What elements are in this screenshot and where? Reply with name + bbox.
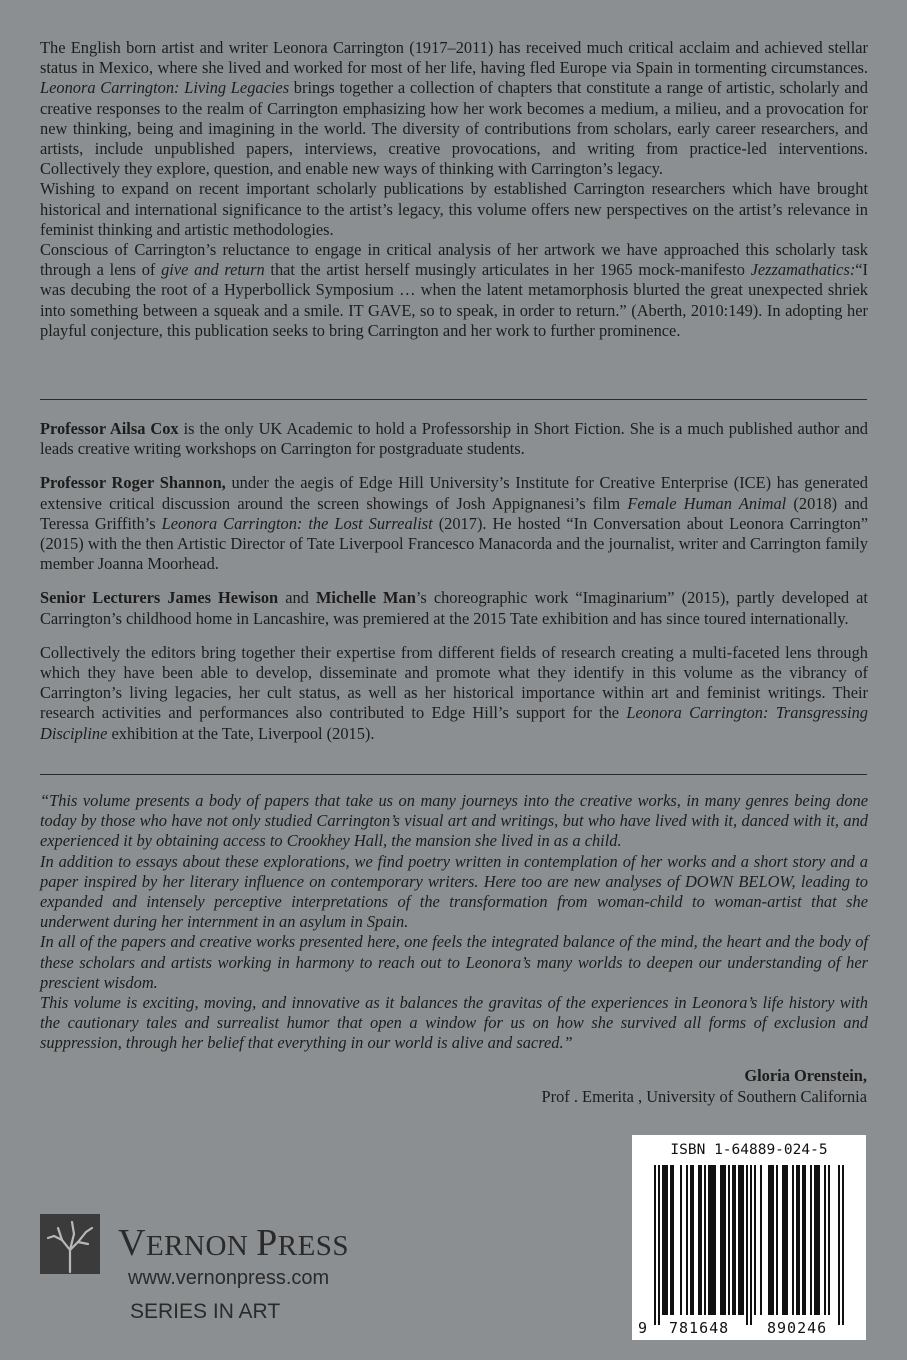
barcode-bar <box>658 1165 660 1325</box>
barcode-bar <box>732 1165 734 1315</box>
barcode-bar <box>672 1165 674 1315</box>
barcode-bar <box>776 1165 778 1315</box>
bio-hewison-man: Senior Lecturers James Hewison and Michelle Man’s choreographic work “Imaginarium” (2015), partly developed at Carrington’s childhood home in Lancashire, was premiered at the 2015 Tate exhibition and has since toured internationally. <box>40 588 868 628</box>
barcode-bar <box>768 1165 770 1315</box>
barcode-bar <box>680 1165 682 1315</box>
tree-branch-icon <box>40 1214 100 1274</box>
quote-paragraph-3: In all of the papers and creative works presented here, one feels the integrated balance of the mind, the heart and the body of these scholars and artists working in harmony to reach out to Leonora’s many worlds to deepen our understanding of her prescient wisdom. <box>40 932 868 992</box>
barcode-bar <box>714 1165 716 1315</box>
barcode-bar <box>810 1165 812 1315</box>
barcode-bar <box>724 1165 726 1315</box>
barcode-bar <box>818 1165 820 1315</box>
editors-collective: Collectively the editors bring together their expertise from different fields of research creating a multi-faceted lens through which they have been able to develop, disseminate and promote what they identify in this volume as the vibrancy of Carrington’s living legacies, her cult status, as well as her historical importance within art and feminist writings. Their research activities and performances also contributed to Edge Hill’s support for the Leonora Carrington: Transgressing Discipline exhibition at the Tate, Liverpool (2015). <box>40 642 868 743</box>
quote-paragraph-2: In addition to essays about these explorations, we find poetry written in contemplation of her works and a short story and a paper inspired by her literary influence on contemporary writers. Here too are new analyses of DOWN BELOW, leading to expanded and intensely perceptive interpretations of the transformation from woman-child to woman-artist that she underwent during her internment in an asylum in Spain. <box>40 851 868 932</box>
bio-cox: Professor Ailsa Cox is the only UK Academic to hold a Professorship in Short Fiction. She is a much published author and leads creative writing workshops on Carrington for postgraduate students. <box>40 419 868 459</box>
quote-affiliation: Prof . Emerita , University of Southern California <box>541 1087 867 1106</box>
barcode-bar <box>770 1165 772 1315</box>
book-title: Leonora Carrington: Living Legacies <box>40 78 290 98</box>
isbn-barcode: ISBN 1-64889-024-5 9 781648 890246 <box>632 1135 866 1340</box>
quote-author: Gloria Orenstein, <box>744 1066 867 1085</box>
barcode-bar <box>738 1165 740 1315</box>
barcode-bar <box>664 1165 666 1315</box>
barcode-bar <box>828 1165 830 1315</box>
barcode-bar <box>666 1165 668 1315</box>
barcode-bar <box>712 1165 714 1315</box>
barcode-bar <box>746 1165 748 1325</box>
barcode-bar <box>686 1165 688 1315</box>
barcode-bar <box>796 1165 798 1315</box>
barcode-bar <box>824 1165 826 1315</box>
barcode-bar <box>654 1165 656 1325</box>
barcode-bar <box>670 1165 672 1315</box>
barcode-bar <box>720 1165 722 1315</box>
barcode-bar <box>734 1165 736 1315</box>
intro-section <box>40 38 868 341</box>
barcode-bar <box>784 1165 786 1315</box>
intro-paragraph-3: Conscious of Carrington’s reluctance to engage in critical analysis of her artwork we have approached this scholarly task through a lens of give and return that the artist herself musingly articulates in her 1965 mock-manifesto Jezzamathatics:“I was decubing the root of a Hyperbollick Symposium … when the latent metamorphosis blurted the great unexpected shriek into something between a squeak and a smile. IT GAVE, so to speak, in order to return.” (Aberth, 2010:149). In adopting her playful conjecture, this publication seeks to bring Carrington and her work to further prominence. <box>40 240 869 340</box>
intro-paragraph-1: The English born artist and writer Leonora Carrington (1917–2011) has received much critical acclaim and achieved stellar status in Mexico, where she lived and worked for most of her life, having fled Europe via Spain in tormenting circumstances. Leonora Carrington: Living Legacies brings together a collection of chapters that constitute a range of artistic, scholarly and creative responses to the realm of Carrington emphasizing how her work becomes a medium, a milieu, and a provocation for new thinking, being and imagining in the world. The diversity of contributions from scholars, early career researchers, and artists, include unpublished papers, interviews, creative provocations, and writing from practice-led interventions. Collectively they explore, question, and enable new ways of thinking with Carrington’s legacy. <box>40 38 868 179</box>
barcode-bar <box>698 1165 700 1315</box>
barcode-bar <box>710 1165 712 1315</box>
barcode-bar <box>750 1165 752 1325</box>
quote-paragraph-4: This volume is exciting, moving, and innovative as it balances the gravitas of the experiences in Leonora’s life history with the cautionary tales and surrealist humor that open a window for us on how she survived all forms of exclusion and suppression, through her belief that everything in our world is alive and sacred.” <box>40 993 868 1053</box>
editors-bios <box>40 419 868 758</box>
barcode-bar <box>740 1165 742 1315</box>
barcode-bar <box>782 1165 784 1315</box>
barcode-bar <box>786 1165 788 1315</box>
barcode-bar <box>692 1165 694 1315</box>
barcode-bar <box>704 1165 706 1315</box>
barcode-bar <box>690 1165 692 1315</box>
barcode-bar <box>760 1165 762 1315</box>
publisher-url[interactable]: www.vernonpress.com <box>128 1267 330 1289</box>
barcode-bar <box>728 1165 730 1315</box>
series-label: SERIES IN ART <box>130 1300 281 1323</box>
barcode-bar <box>742 1165 744 1315</box>
endorsement-quote <box>40 791 868 1054</box>
barcode-bar <box>816 1165 818 1315</box>
publisher-name: VERNON PRESS <box>118 1222 350 1264</box>
barcode-bar <box>802 1165 804 1315</box>
barcode-bar <box>798 1165 800 1315</box>
barcode-bar <box>754 1165 756 1315</box>
intro-paragraph-2: Wishing to expand on recent important scholarly publications by established Carrington researchers which have brought historical and international significance to the artist’s legacy, this volume offers new perspectives on the artist’s relevance in feminist thinking and artistic methodologies. <box>40 179 868 239</box>
bio-shannon: Professor Roger Shannon, under the aegis of Edge Hill University’s Institute for Creative Enterprise (ICE) has generated extensive critical discussion around the screen showings of Josh Appignanesi’s film Female Human Animal (2018) and Teressa Griffith’s Leonora Carrington: the Lost Surrealist (2017). He hosted “In Conversation about Leonora Carrington” (2015) with the then Artistic Director of Tate Liverpool Francesco Manacorda and the journalist, writer and Carrington family member Joanna Moorhead. <box>40 473 869 574</box>
divider-rule-1 <box>40 399 867 400</box>
barcode-bar <box>814 1165 816 1315</box>
quote-paragraph-1: “This volume presents a body of papers that take us on many journeys into the creative works, in many genres being done today by those who have not only studied Carrington’s visual art and writings, but who have lived with it, danced with it, and experienced it by obtaining access to Crookhey Hall, the mansion she lived in as a child. <box>40 791 868 851</box>
isbn-label: ISBN 1-64889-024-5 <box>670 1142 828 1158</box>
barcode-bar <box>708 1165 710 1315</box>
barcode-bars <box>632 1135 866 1340</box>
barcode-bar <box>662 1165 664 1315</box>
barcode-bar <box>842 1165 844 1325</box>
barcode-bar <box>804 1165 806 1315</box>
barcode-bar <box>792 1165 794 1315</box>
barcode-bar <box>838 1165 840 1325</box>
barcode-bar <box>722 1165 724 1315</box>
barcode-bar <box>700 1165 702 1315</box>
divider-rule-2 <box>40 774 867 775</box>
barcode-bar <box>772 1165 774 1315</box>
